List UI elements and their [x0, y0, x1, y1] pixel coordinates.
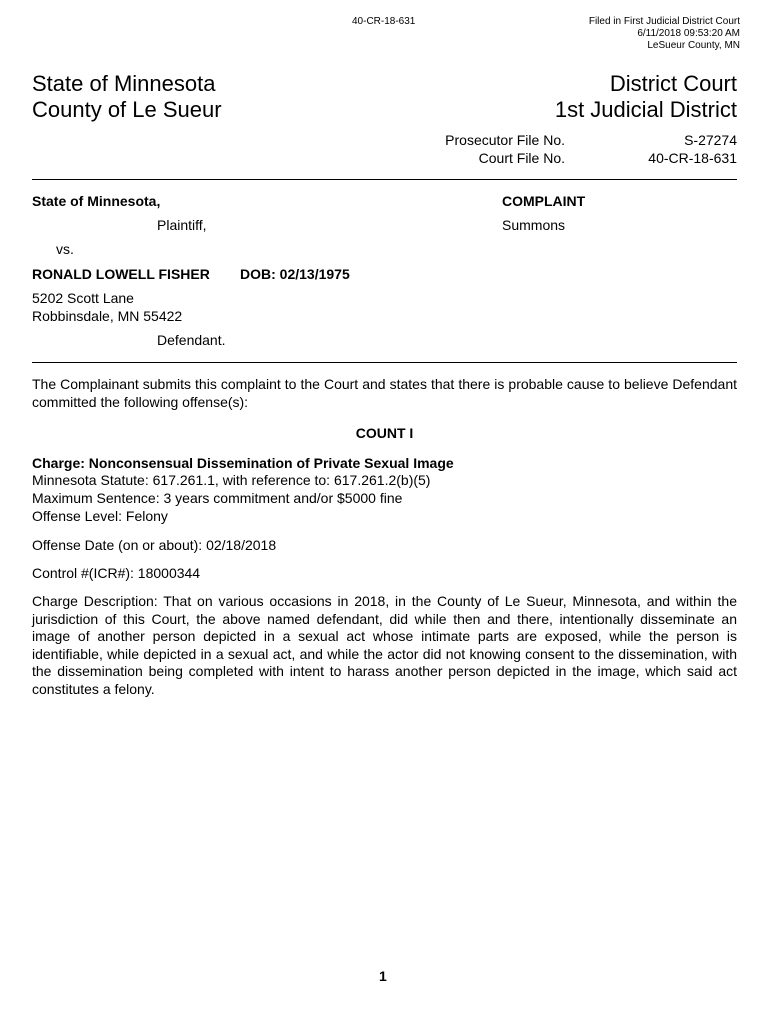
charge-title: Charge: Nonconsensual Dissemination of Private Sexual Image [32, 455, 454, 471]
filed-stamp-line2: 6/11/2018 09:53:20 AM [637, 28, 740, 39]
max-sentence-line: Maximum Sentence: 3 years commitment and/or $5000 fine [32, 490, 403, 506]
filed-stamp [589, 16, 740, 52]
defendant-address-line2: Robbinsdale, MN 55422 [32, 308, 183, 324]
case-number-header: 40-CR-18-631 [352, 16, 416, 27]
offense-date-line: Offense Date (on or about): 02/18/2018 [32, 537, 277, 553]
caption-divider-top [32, 179, 737, 180]
caption-court: District Court [609, 71, 737, 96]
versus-label: vs. [56, 241, 74, 257]
intro-paragraph: The Complainant submits this complaint to the Court and states that there is probable cause to believe Defendant committed the following offense(s): [32, 376, 737, 410]
document-type: COMPLAINT [502, 193, 586, 209]
court-file-value: 40-CR-18-631 [648, 150, 737, 166]
plaintiff-role: Plaintiff, [157, 217, 207, 233]
caption-county: County of Le Sueur [32, 97, 222, 122]
caption-divider-bottom [32, 362, 737, 363]
control-number-line: Control #(ICR#): 18000344 [32, 565, 201, 581]
charge-description: Charge Description: That on various occasions in 2018, in the County of Le Sueur, Minnesota, and within the jurisdiction of this Court, the above named defendant, did while then and there, intentionally disseminate an image of another person depicted in a sexual act whose intimate parts are exposed, while the person is identifiable, while depicted in a sexual act, and while the actor did not knowing consent to the dissemination, with the dissemination being completed with intent to harass another person depicted in the image, which said act constitutes a felony. [32, 593, 737, 697]
defendant-role: Defendant. [157, 332, 226, 348]
plaintiff-name: State of Minnesota, [32, 193, 161, 209]
filed-stamp-line3: LeSueur County, MN [647, 40, 740, 51]
prosecutor-file-label: Prosecutor File No. [445, 132, 565, 148]
caption-state: State of Minnesota [32, 71, 216, 96]
court-file-label: Court File No. [478, 150, 565, 166]
filed-stamp-line1: Filed in First Judicial District Court [588, 16, 740, 27]
defendant-dob: DOB: 02/13/1975 [240, 266, 350, 282]
document-subtype: Summons [502, 217, 566, 233]
defendant-name: RONALD LOWELL FISHER [32, 266, 210, 282]
prosecutor-file-value: S-27274 [684, 132, 737, 148]
defendant-address-line1: 5202 Scott Lane [32, 290, 134, 306]
page-number: 1 [379, 968, 387, 984]
count-heading: COUNT I [355, 425, 414, 441]
statute-line: Minnesota Statute: 617.261.1, with reference to: 617.261.2(b)(5) [32, 472, 431, 488]
caption-district: 1st Judicial District [554, 97, 737, 122]
offense-level-line: Offense Level: Felony [32, 508, 168, 524]
